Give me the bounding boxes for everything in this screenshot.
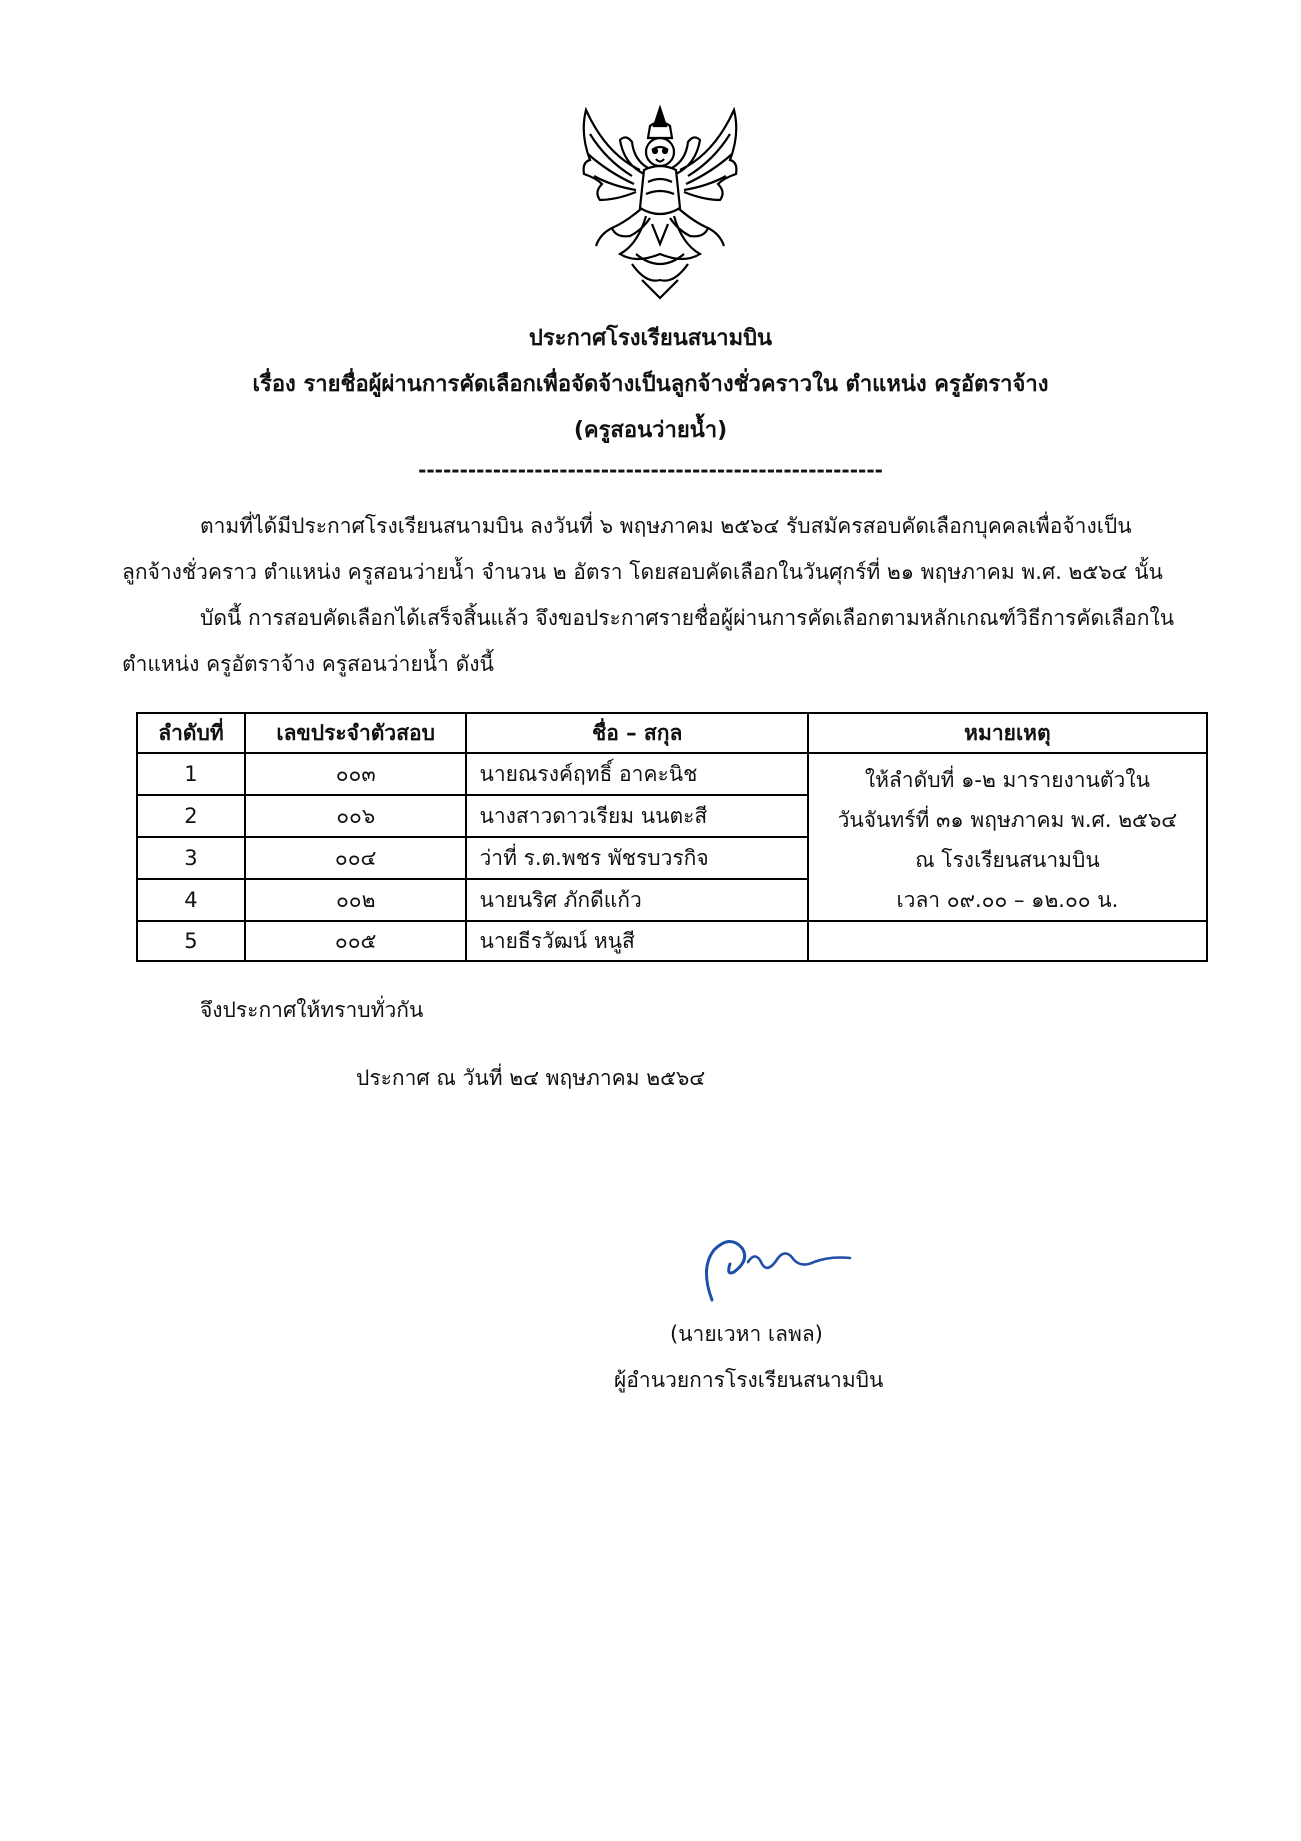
paragraph-2-line-1: บัดนี้ การสอบคัดเลือกได้เสร็จสิ้นแล้ว จึงขอประกาศรายชื่อผู้ผ่านการคัดเลือกตามหลักเกณฑ์วิธีการคัดเลือกใน xyxy=(200,606,1175,630)
cell-order: 2 xyxy=(137,795,245,837)
closing-announce: จึงประกาศให้ทราบทั่วกัน xyxy=(200,998,424,1022)
table-row xyxy=(137,753,1207,795)
cell-order: 5 xyxy=(137,921,245,961)
announcement-title: ประกาศโรงเรียนสนามบิน xyxy=(528,326,773,351)
cell-name: นายนริศ ภักดีแก้ว xyxy=(466,879,807,921)
announcement-subtitle: (ครูสอนว่ายน้ำ) xyxy=(573,418,728,443)
cell-exam-id: ๐๐๓ xyxy=(245,753,467,795)
paragraph-2-line-2: ตำแหน่ง ครูอัตราจ้าง ครูสอนว่ายน้ำ ดังนี้ xyxy=(122,652,494,676)
header-note: หมายเหตุ xyxy=(808,713,1207,753)
cell-order: 3 xyxy=(137,837,245,879)
table-row xyxy=(137,921,1207,961)
cell-name: นายณรงค์ฤทธิ์ อาคะนิช xyxy=(466,753,807,795)
cell-order: 1 xyxy=(137,753,245,795)
header-order: ลำดับที่ xyxy=(137,713,245,753)
cell-exam-id: ๐๐๔ xyxy=(245,837,467,879)
table-header-row xyxy=(137,713,1207,753)
cell-name: นางสาวดาวเรียม นนตะสี xyxy=(466,795,807,837)
cell-note xyxy=(808,753,1207,921)
announcement-date: ประกาศ ณ วันที่ ๒๔ พฤษภาคม ๒๕๖๔ xyxy=(356,1066,706,1090)
cell-order: 4 xyxy=(137,879,245,921)
results-table xyxy=(136,712,1208,962)
signer-position: ผู้อำนวยการโรงเรียนสนามบิน xyxy=(614,1368,884,1392)
header-exam-id: เลขประจำตัวสอบ xyxy=(245,713,467,753)
signer-name: (นายเวหา เลพล) xyxy=(670,1322,823,1346)
signature-icon xyxy=(690,1228,870,1308)
note-line: เวลา ๐๙.๐๐ – ๑๒.๐๐ น. xyxy=(896,888,1119,912)
note-line: ให้ลำดับที่ ๑-๒ มารายงานตัวใน xyxy=(864,768,1150,792)
note-line: ณ โรงเรียนสนามบิน xyxy=(915,848,1100,872)
cell-name: นายธีรวัฒน์ หนูสี xyxy=(466,921,807,961)
announcement-subject: เรื่อง รายชื่อผู้ผ่านการคัดเลือกเพื่อจัดจ้างเป็นลูกจ้างชั่วคราวใน ตำแหน่ง ครูอัตราจ้าง xyxy=(252,372,1049,397)
garuda-emblem-icon xyxy=(576,104,744,300)
paragraph-1-line-2: ลูกจ้างชั่วคราว ตำแหน่ง ครูสอนว่ายน้ำ จำนวน ๒ อัตรา โดยสอบคัดเลือกในวันศุกร์ที่ ๒๑ พฤษภาคม พ.ศ. ๒๕๖๔ นั้น xyxy=(122,560,1163,584)
cell-note-bottom xyxy=(808,921,1207,961)
paragraph-1-line-1: ตามที่ได้มีประกาศโรงเรียนสนามบิน ลงวันที่ ๖ พฤษภาคม ๒๕๖๔ รับสมัครสอบคัดเลือกบุคคลเพื่อจ้างเป็น xyxy=(200,514,1132,538)
cell-exam-id: ๐๐๕ xyxy=(245,921,467,961)
header-name: ชื่อ – สกุล xyxy=(466,713,807,753)
cell-exam-id: ๐๐๖ xyxy=(245,795,467,837)
cell-name: ว่าที่ ร.ต.พชร พัชรบวรกิจ xyxy=(466,837,807,879)
cell-exam-id: ๐๐๒ xyxy=(245,879,467,921)
separator-line: -------------------------------------------------------- xyxy=(418,458,883,482)
note-line: วันจันทร์ที่ ๓๑ พฤษภาคม พ.ศ. ๒๕๖๔ xyxy=(837,808,1178,832)
